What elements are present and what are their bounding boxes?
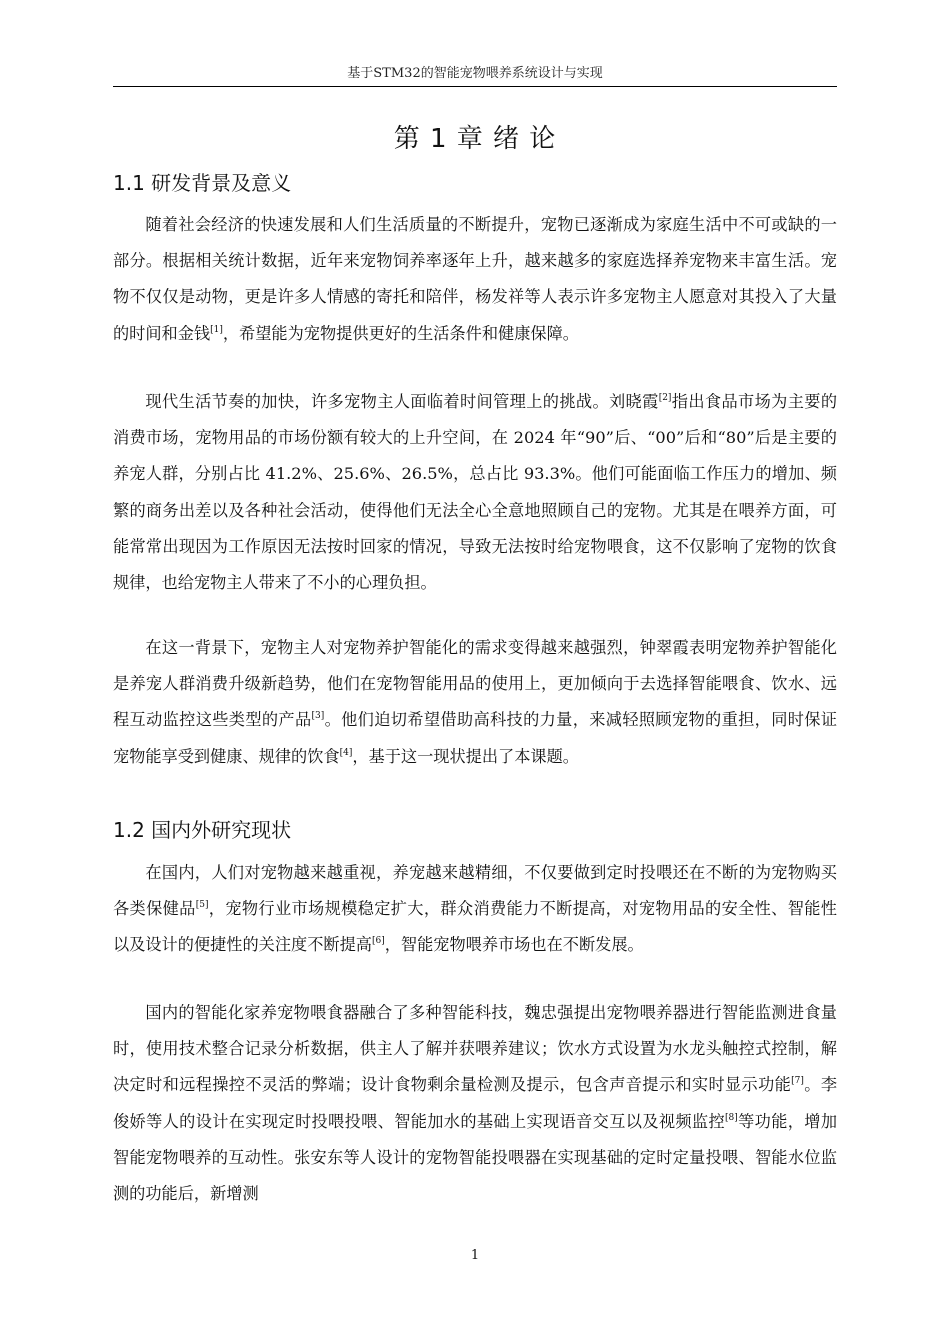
paragraph-1-2-a <box>113 855 837 964</box>
paragraph-1-2-b <box>113 995 837 1212</box>
paragraph-text: ，希望能为宠物提供更好的生活条件和健康保障。 <box>222 323 579 343</box>
paragraph-text: 在国内，人们对宠物越来越重视，养宠越来越精细，不仅要做到定时投喂还在不断的为宠物购买各类保健品 <box>113 863 837 919</box>
paragraph-text: 现代生活节奏的加快，许多宠物主人面临着时间管理上的挑战。刘晓霞 <box>145 392 659 411</box>
citation-marker: [1] <box>210 324 223 335</box>
paragraph-text: ，智能宠物喂养市场也在不断发展。 <box>384 935 644 955</box>
paragraph-text: ，宠物行业市场规模稳定扩大，群众消费能力不断提高，对宠物用品的安全性、智能性以及设计的便捷性的关注度不断提高 <box>113 899 837 955</box>
citation-marker: [5] <box>195 900 209 911</box>
page-number: 1 <box>470 1248 480 1263</box>
paragraph-text: 随着社会经济的快速发展和人们生活质量的不断提升，宠物已逐渐成为家庭生活中不可或缺的一部分。根据相关统计数据，近年来宠物饲养率逐年上升，越来越多的家庭选择养宠物来丰富生活。宠物不仅仅是动物，更是许多人情感的寄托和陪伴，杨发祥等人表示许多宠物主人愿意对其投入了大量的时间和金钱 <box>113 215 837 343</box>
paragraph-text: 。他们迫切希望借助高科技的力量，来减轻照顾宠物的重担，同时保证宠物能享受到健康、规律的饮食 <box>113 710 838 766</box>
citation-marker: [2] <box>658 393 672 403</box>
paragraph-text: 。李俊娇等人的设计在实现定时投喂投喂、智能加水的基础上实现语音交互以及视频监控 <box>113 1075 838 1131</box>
paragraph-text: 等功能，增加智能宠物喂养的互动性。张安东等人设计的宠物智能投喂器在实现基础的定时定量投喂、智能水位监测的功能后，新增测 <box>113 1111 838 1204</box>
section-heading-1-1: 1.1 研发背景及意义 <box>113 171 292 195</box>
section-heading-1-2: 1.2 国内外研究现状 <box>113 818 292 842</box>
citation-marker: [8] <box>725 1112 738 1123</box>
paragraph-1-1-b <box>113 384 837 601</box>
paragraph-1-1-c <box>113 630 837 775</box>
paragraph-text: 指出食品市场为主要的消费市场，宠物用品的市场份额有较大的上升空间，在 2024 年“90”后、“00”后和“80”后是主要的养宠人群，分别占比 41.2%、25.6%、26.5%，总占比 93.3%。他们可能面临工作压力的增加、频繁的商务出差以及各种社会活动，使得他们无法全心全意地照顾自己的宠物。尤其是在喂养方面，可能常常出现因为工作原因无法按时回家的情况，导致无法按时给宠物喂食，这不仅影响了宠物的饮食规律，也给宠物主人带来了不小的心理负担。 <box>113 392 838 593</box>
citation-marker: [6] <box>372 936 385 947</box>
citation-marker: [7] <box>791 1076 804 1087</box>
paragraph-text: 在这一背景下，宠物主人对宠物养护智能化的需求变得越来越强烈，钟翠霞表明宠物养护智能化是养宠人群消费升级新趋势，他们在宠物智能用品的使用上，更加倾向于去选择智能喂食、饮水、远程互动监控这些类型的产品 <box>113 638 837 730</box>
paragraph-text: 国内的智能化家养宠物喂食器融合了多种智能科技，魏忠强提出宠物喂养器进行智能监测进食量时，使用技术整合记录分析数据，供主人了解并获喂养建议；饮水方式设置为水龙头触控式控制，解决定时和远程操控不灵活的弊端；设计食物剩余量检测及提示，包含声音提示和实时显示功能 <box>113 1003 837 1095</box>
citation-marker: [3] <box>311 711 325 722</box>
citation-marker: [4] <box>339 747 353 758</box>
header-rule <box>113 86 837 87</box>
paragraph-text: ，基于这一现状提出了本课题。 <box>352 746 579 766</box>
running-header: 基于STM32的智能宠物喂养系统设计与实现 <box>347 66 603 81</box>
paragraph-1-1-a <box>113 207 837 352</box>
chapter-title: 第 1 章 绪 论 <box>393 124 557 154</box>
